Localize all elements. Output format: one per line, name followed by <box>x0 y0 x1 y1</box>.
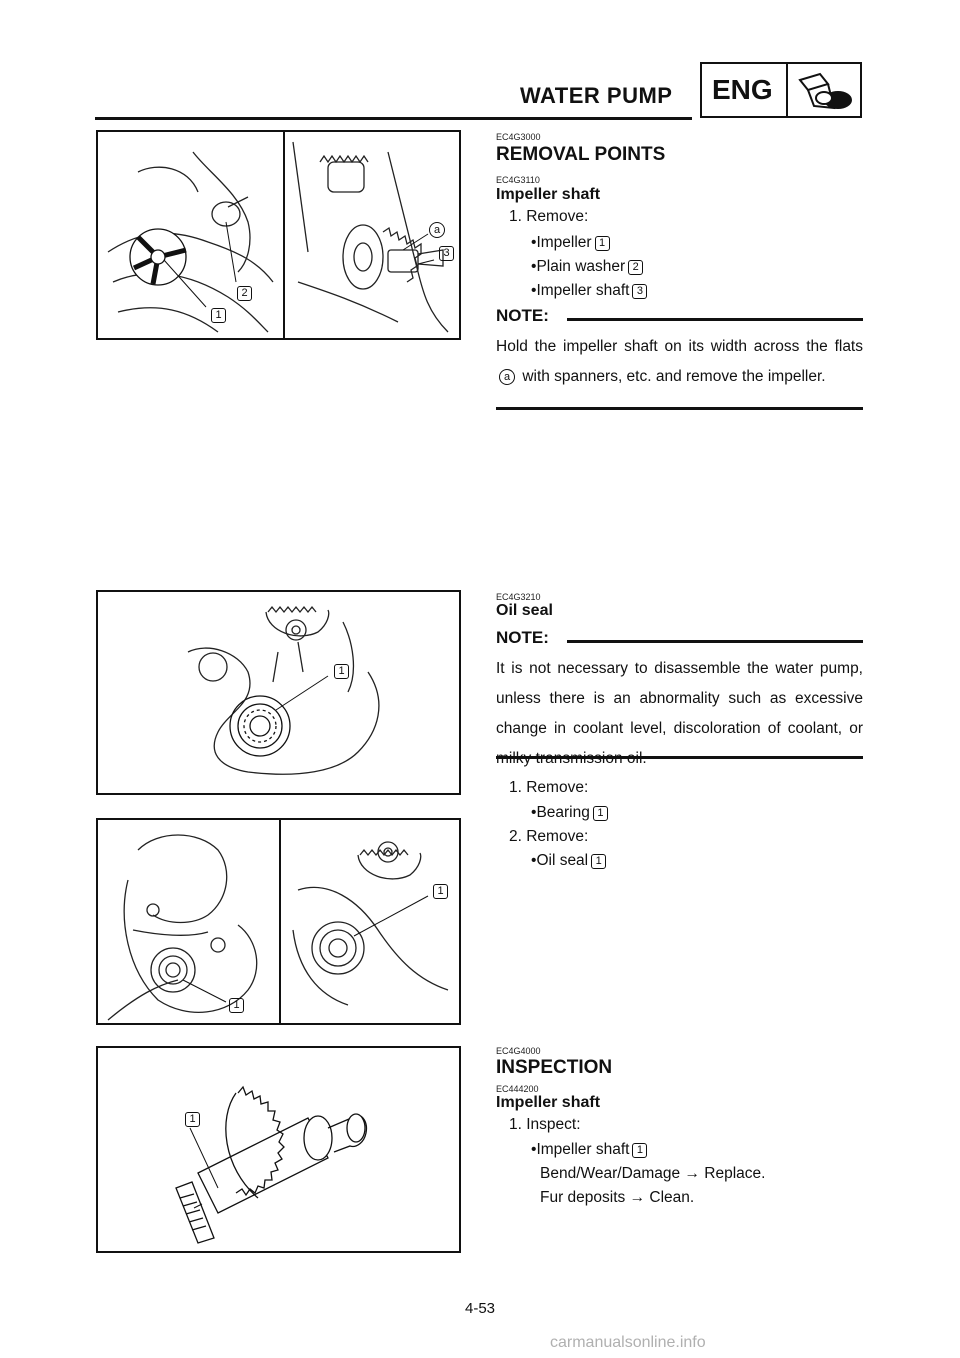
note-label: NOTE: <box>496 628 549 647</box>
figure-impeller-shaft <box>96 1046 461 1253</box>
section-heading-removal: REMOVAL POINTS <box>496 144 666 165</box>
note-rule-bottom <box>496 407 863 410</box>
step-label: 1. Remove: <box>509 208 589 225</box>
callout-1: 1 <box>334 664 349 679</box>
arrow-icon: → <box>629 1189 646 1206</box>
list-item: •Impeller shaft 1 <box>531 1135 647 1165</box>
figure-oil-seal-removal <box>96 818 461 1025</box>
subsection-code: EC444200 <box>496 1084 539 1094</box>
note-label: NOTE: <box>496 306 549 325</box>
step-label: 1. Inspect: <box>509 1116 581 1133</box>
subsection-heading-oil-seal: Oil seal <box>496 602 553 619</box>
callout-1: 1 <box>229 998 244 1013</box>
header-rule <box>95 117 692 120</box>
section-code: EC4G4000 <box>496 1046 541 1056</box>
subsection-heading-impeller: Impeller shaft <box>496 186 601 203</box>
page-title: WATER PUMP <box>520 83 673 108</box>
callout-1: 1 <box>185 1112 200 1127</box>
impeller-shaft-drawing <box>176 1087 366 1243</box>
section-badge <box>700 62 862 118</box>
callout-a: a <box>429 222 445 238</box>
callout-1: 1 <box>433 884 448 899</box>
engine-icon <box>794 70 858 114</box>
section-badge-label: ENG <box>712 74 773 105</box>
note-rule-top <box>567 318 863 321</box>
impeller-drawing <box>130 229 186 285</box>
note-rule-bottom <box>496 756 863 759</box>
step-label: 2. Remove: <box>509 828 589 845</box>
callout-2: 2 <box>237 286 252 301</box>
footer-watermark: carmanualsonline.info <box>550 1334 706 1351</box>
inspect-line-1: Bend/Wear/Damage → Replace. <box>540 1165 766 1182</box>
subsection-code: EC4G3210 <box>496 592 541 602</box>
subsection-code: EC4G3110 <box>496 175 540 185</box>
section-heading-inspection: INSPECTION <box>496 1057 613 1078</box>
section-code: EC4G3000 <box>496 132 541 142</box>
list-item: •Bearing 1 <box>531 798 608 828</box>
note-rule-top <box>567 640 863 643</box>
callout-3: 3 <box>439 246 454 261</box>
note-text: Hold the impeller shaft on its width across the flats a with spanners, etc. and remove the impeller. <box>496 338 863 385</box>
list-item: •Oil seal 1 <box>531 846 606 876</box>
list-item: •Plain washer 2 <box>531 252 643 282</box>
list-item: •Impeller 1 <box>531 228 610 258</box>
figure-impeller-removal <box>96 130 461 340</box>
arrow-icon: → <box>684 1165 700 1182</box>
subsection-heading-impeller-inspect: Impeller shaft <box>496 1094 601 1111</box>
inspect-line-2: Fur deposits → Clean. <box>540 1189 695 1206</box>
callout-1: 1 <box>211 308 226 323</box>
step-label: 1. Remove: <box>509 779 589 796</box>
page-number: 4-53 <box>464 1300 496 1317</box>
bearing-drawing <box>230 696 290 756</box>
figure-oil-seal-housing <box>96 590 461 795</box>
list-item: •Impeller shaft 3 <box>531 276 647 306</box>
note-text: It is not necessary to disassemble the water pump, unless there is an abnormality such as excessive change in coolant level, discoloration of coolant, or <box>496 660 863 737</box>
